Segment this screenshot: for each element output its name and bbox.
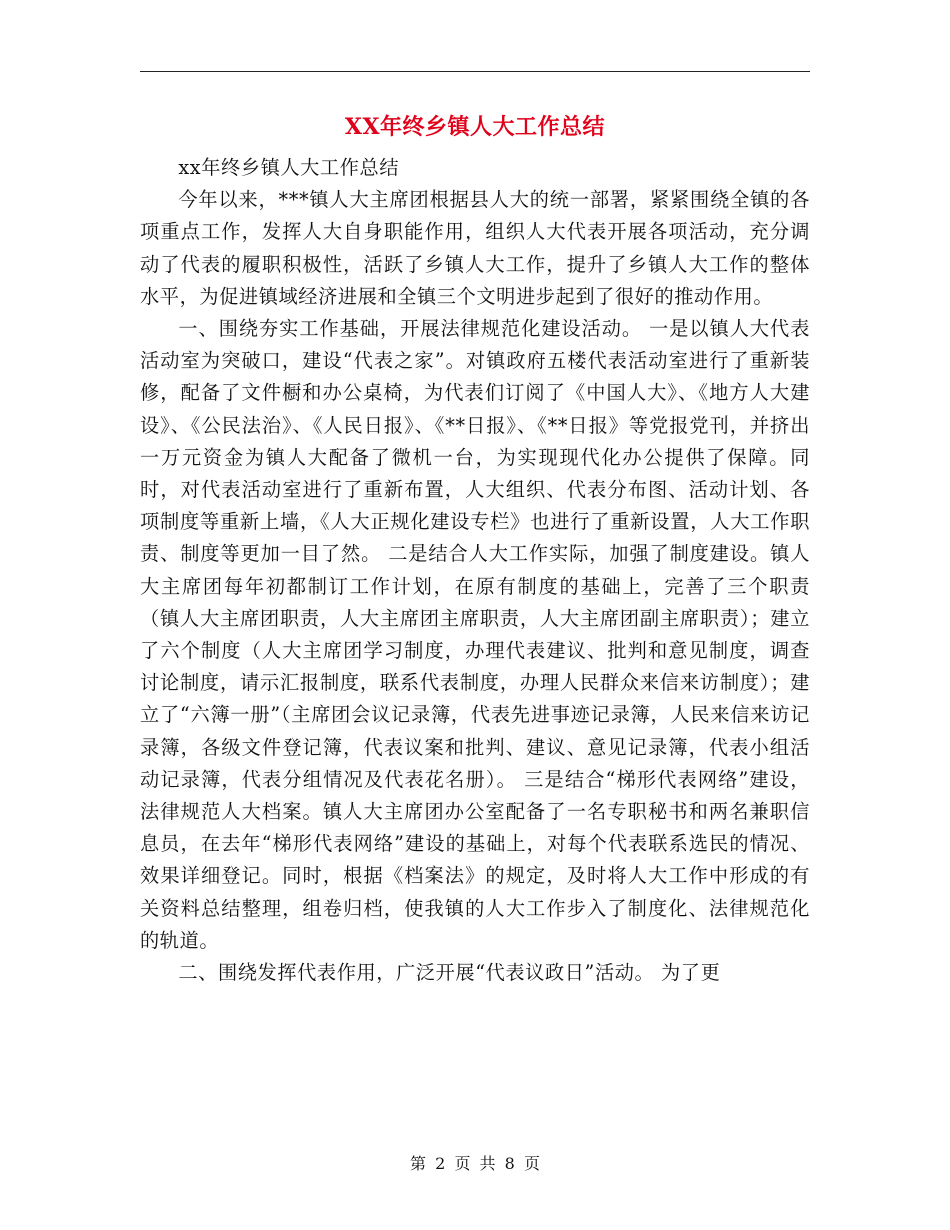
footer-current-page: 2 — [435, 1154, 446, 1173]
footer-label-page: 第 — [410, 1154, 427, 1173]
footer-label-unit-end: 页 — [523, 1154, 540, 1173]
document-body — [140, 152, 810, 989]
footer-total-pages: 8 — [504, 1154, 515, 1173]
intro-paragraph: 今年以来，***镇人大主席团根据县人大的统一部署，紧紧围绕全镇的各项重点工作，发挥人大自身职能作用，组织人大代表开展各项活动，充分调动了代表的履职积极性，活跃了乡镇人大工作，提升了乡镇人大工作的整体水平，为促进镇域经济进展和全镇三个文明进步起到了很好的推动作用。 — [140, 188, 810, 308]
footer-label-unit: 页 — [454, 1154, 471, 1173]
section-two-paragraph: 二、围绕发挥代表作用，广泛开展“代表议政日”活动。 为了更 — [178, 961, 721, 985]
subtitle-paragraph: xx年终乡镇人大工作总结 — [178, 156, 400, 179]
document-title: XX年终乡镇人大工作总结 — [344, 114, 606, 140]
footer-label-total: 共 — [479, 1154, 496, 1173]
page-footer — [140, 1152, 810, 1176]
header-rule — [140, 71, 810, 72]
section-one-paragraph: 一、围绕夯实工作基础，开展法律规范化建设活动。 一是以镇人大代表活动室为突破口，建设“代表之家”。对镇政府五楼代表活动室进行了重新装修，配备了文件橱和办公桌椅，为代表们订阅了《中国人大》、《地方人大建设》、《公民法治》、《人民日报》、《**日报》、《**日报》等党报党刊，并挤出一万元资金为镇人大配备了微机一台，为实现现代化办公提供了保障。同时，对代表活动室进行了重新布置，人大组织、代表分布图、活动计划、各项制度等重新上墙，《人大正规化建设专栏》也进行了重新设置，人大工作职责、制度等更加一目了然。 二是结合人大工作实际，加强了制度建设。镇人大主席团每年初都制订工作计划，在原有制度的基础上，完善了三个职责（镇人大主席团职责，人大主席团主席职责，人大主席团副主席职责）；建立了六个制度（人大主席团学习制度，办理代表建议、批判和意见制度，调查讨论制度，请示汇报制度，联系代表制度，办理人民群众来信来访制度）；建立了“六簿一册”（主席团会议记录簿，代表先进事迹记录簿，人民来信来访记录簿，各级文件登记簿，代表议案和批判、建议、意见记录簿，代表小组活动记录簿，代表分组情况及代表花名册）。 三是结合“梯形代表网络”建设，法律规范人大档案。镇人大主席团办公室配备了一名专职秘书和两名兼职信息员，在去年“梯形代表网络”建设的基础上，对每个代表联系选民的情况、效果详细登记。同时，根据《档案法》的规定，及时将人大工作中形成的有关资料总结整理，组卷归档，使我镇的人大工作步入了制度化、法律规范化的轨道。 — [140, 317, 810, 952]
